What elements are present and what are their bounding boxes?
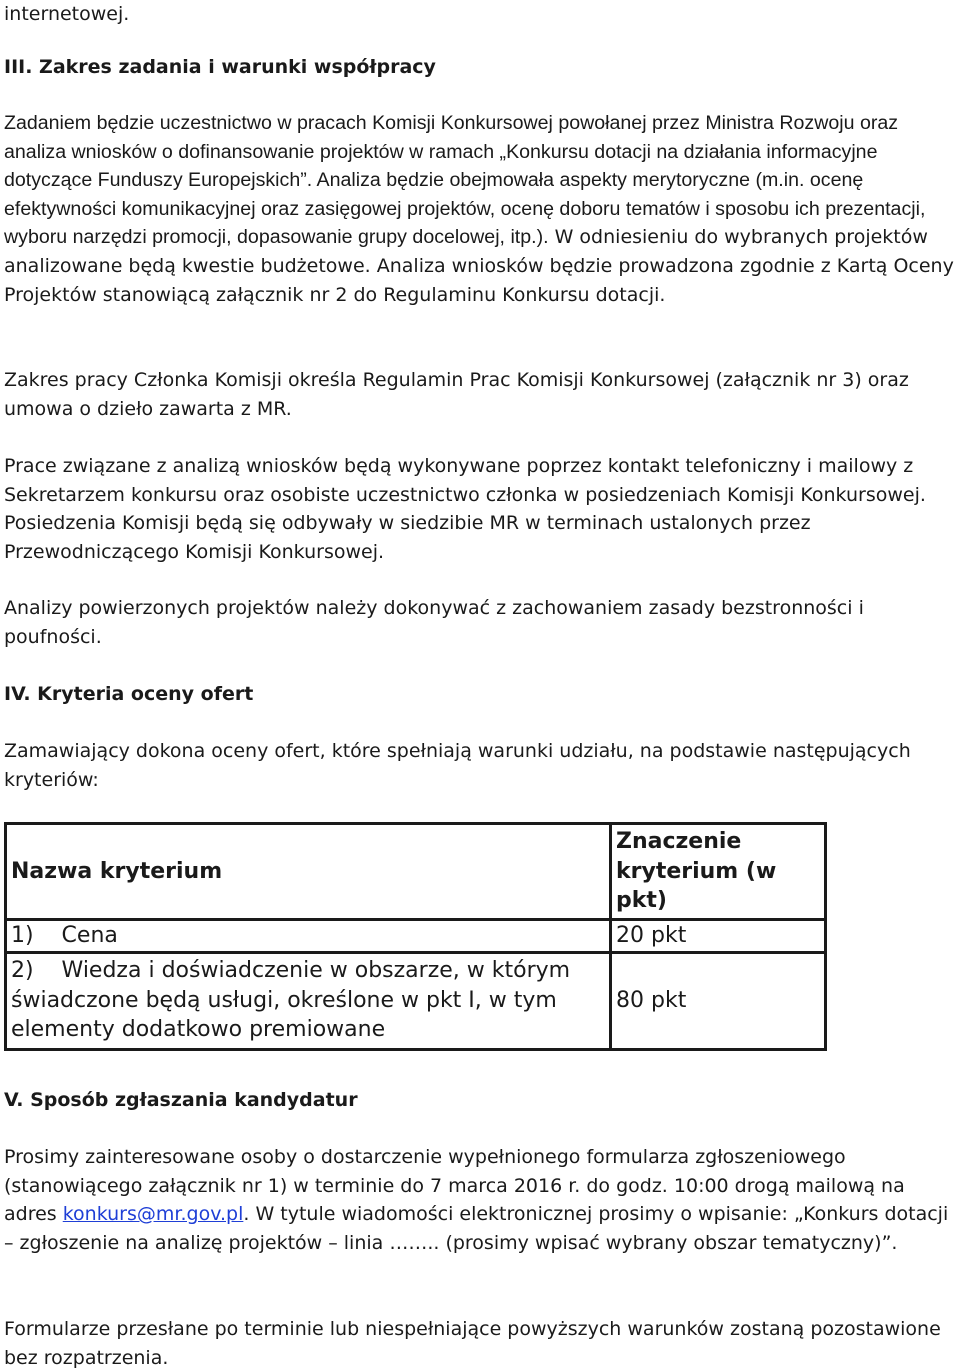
section-4-heading: IV. Kryteria oceny ofert xyxy=(4,683,254,705)
section-5-paragraph-1-start: Prosimy zainteresowane osoby o dostarczenie wypełnionego formularza zgłoszeniowego (stanowiącego załącznik nr 1) w terminie do 7 marca 2016 r. do godz. 10:00 drogą mailową na adres xyxy=(4,1146,905,1226)
criteria-table-header-row xyxy=(6,824,826,920)
criteria-header-name: Nazwa kryterium xyxy=(6,824,611,920)
section-3-paragraph-1a: Zadaniem będzie uczestnictwo w pracach Komisji Konkursowej powołanej przez Ministra Rozwoju oraz analiza wniosków o dofinansowanie projektów w ramach „Konkursu dotacji na działania informacyjne dotyczące Funduszy Europejskich”. Analiza będzie obejmowała aspekty merytoryczne (m.in. ocenę efektywności komunikacyjnej oraz zasięgowej projektów, ocenę doboru tematów i sposobu ich prezentacji, wyboru narzędzi promocji, dopasowanie grupy docelowej, itp.). xyxy=(4,112,926,249)
section-3-paragraph-1b: W odniesieniu do wybranych projektów analizowane będą kwestie budżetowe. Analiza wniosków będzie prowadzona zgodnie z Kartą Oceny Projektów stanowiącą załącznik nr 2 do Regulaminu Konkursu dotacji. xyxy=(4,226,954,306)
criteria-weight-cell: 20 pkt xyxy=(611,919,826,952)
email-link[interactable]: konkurs@mr.gov.pl xyxy=(62,1203,244,1226)
section-3-paragraph-1 xyxy=(4,109,956,309)
section-4-paragraph-1: Zamawiający dokona oceny ofert, które spełniają warunki udziału, na podstawie następujących kryteriów: xyxy=(4,740,911,791)
section-3-heading: III. Zakres zadania i warunki współpracy xyxy=(4,56,436,78)
table-row xyxy=(6,919,826,952)
criteria-name-cell: 2) Wiedza i doświadczenie w obszarze, w którym świadczone będą usługi, określone w pkt I, w tym elementy dodatkowo premiowane xyxy=(6,952,611,1049)
criteria-name-cell: 1) Cena xyxy=(6,919,611,952)
section-5-heading: V. Sposób zgłaszania kandydatur xyxy=(4,1089,358,1111)
section-5-paragraph-1 xyxy=(4,1143,956,1257)
criteria-table xyxy=(4,822,827,1051)
section-5-paragraph-2: Formularze przesłane po terminie lub niespełniające powyższych warunków zostaną pozostawione bez rozpatrzenia. xyxy=(4,1318,941,1369)
section-3-paragraph-4: Analizy powierzonych projektów należy dokonywać z zachowaniem zasady bezstronności i poufności. xyxy=(4,597,864,648)
criteria-header-weight: Znaczenie kryterium (w pkt) xyxy=(611,824,826,920)
section-3-paragraph-3: Prace związane z analizą wniosków będą wykonywane poprzez kontakt telefoniczny i mailowy z Sekretarzem konkursu oraz osobiste uczestnictwo członka w posiedzeniach Komisji Konkursowej. Posiedzenia Komisji będą się odbywały w siedzibie MR w terminach ustalonych przez Przewodniczącego Komisji Konkursowej. xyxy=(4,455,926,563)
section-5-paragraph-1-end: . W tytule wiadomości elektronicznej prosimy o wpisanie: „Konkurs dotacji – zgłoszenie na analizę projektów – linia …….. (prosimy wpisać wybrany obszar tematyczny)”. xyxy=(4,1203,949,1254)
section-3-paragraph-2: Zakres pracy Członka Komisji określa Regulamin Prac Komisji Konkursowej (załącznik nr 3) oraz umowa o dzieło zawarta z MR. xyxy=(4,369,909,420)
criteria-weight-cell: 80 pkt xyxy=(611,952,826,1049)
table-row xyxy=(6,952,826,1049)
intro-tail-text: internetowej. xyxy=(4,3,130,25)
